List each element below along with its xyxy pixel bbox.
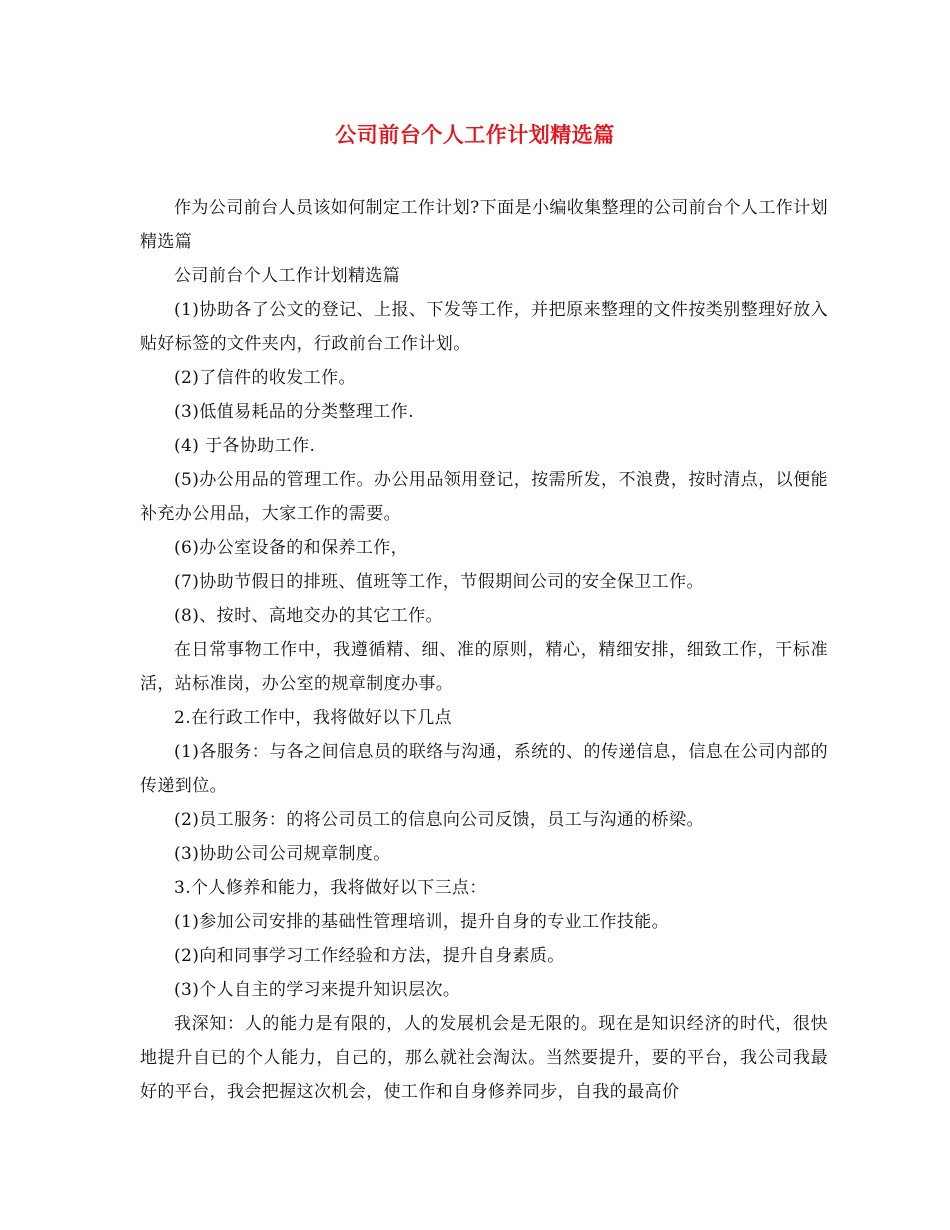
paragraph-section-3-item-3: (3)个人自主的学习来提升知识层次。 [174, 980, 461, 1000]
document-title: 公司前台个人工作计划精选篇 [335, 122, 615, 147]
paragraph-item-7: (7)协助节假日的排班、值班等工作，节假期间公司的安全保卫工作。 [174, 572, 704, 592]
paragraph-intro: 作为公司前台人员该如何制定工作计划?下面是小编收集整理的公司前台个人工作计划精选篇 [140, 198, 828, 252]
document-body [140, 191, 828, 1109]
paragraph-item-6: (6)办公室设备的和保养工作， [174, 538, 409, 558]
paragraph-item-4: (4) 于各协助工作. [174, 436, 316, 456]
paragraph-section-2-item-2: (2)员工服务：的将公司员工的信息向公司反馈，员工与沟通的桥梁。 [174, 810, 704, 830]
paragraph-subtitle: 公司前台个人工作计划精选篇 [174, 266, 401, 286]
paragraph-item-2: (2)了信件的收发工作。 [174, 368, 356, 388]
paragraph-section-2-item-3: (3)协助公司公司规章制度。 [174, 844, 391, 864]
paragraph-section-3: 3.个人修养和能力，我将做好以下三点： [174, 878, 487, 898]
paragraph-section-2-item-1: (1)各服务：与各之间信息员的联络与沟通，系统的、的传递信息，信息在公司内部的传递到位。 [140, 742, 828, 796]
paragraph-section-3-item-2: (2)向和同事学习工作经验和方法，提升自身素质。 [174, 946, 565, 966]
paragraph-item-5: (5)办公用品的管理工作。办公用品领用登记，按需所发，不浪费，按时清点，以便能补充办公用品，大家工作的需要。 [140, 470, 828, 524]
paragraph-daily-work: 在日常事物工作中，我遵循精、细、准的原则，精心，精细安排，细致工作，干标准活，站标准岗，办公室的规章制度办事。 [140, 640, 828, 694]
paragraph-section-3-item-1: (1)参加公司安排的基础性管理培训，提升自身的专业工作技能。 [174, 912, 670, 932]
paragraph-item-3: (3)低值易耗品的分类整理工作. [174, 402, 414, 422]
paragraph-section-2: 2.在行政工作中，我将做好以下几点 [174, 708, 453, 728]
paragraph-item-8: (8)、按时、高地交办的其它工作。 [174, 606, 443, 626]
paragraph-conclusion: 我深知：人的能力是有限的，人的发展机会是无限的。现在是知识经济的时代，很快地提升自已的个人能力，自己的，那么就社会淘汰。当然要提升，要的平台，我公司我最好的平台，我会把握这次机会，使工作和自身修养同步，自我的最高价 [140, 1014, 828, 1102]
paragraph-item-1: (1)协助各了公文的登记、上报、下发等工作，并把原来整理的文件按类别整理好放入贴好标签的文件夹内，行政前台工作计划。 [140, 300, 828, 354]
